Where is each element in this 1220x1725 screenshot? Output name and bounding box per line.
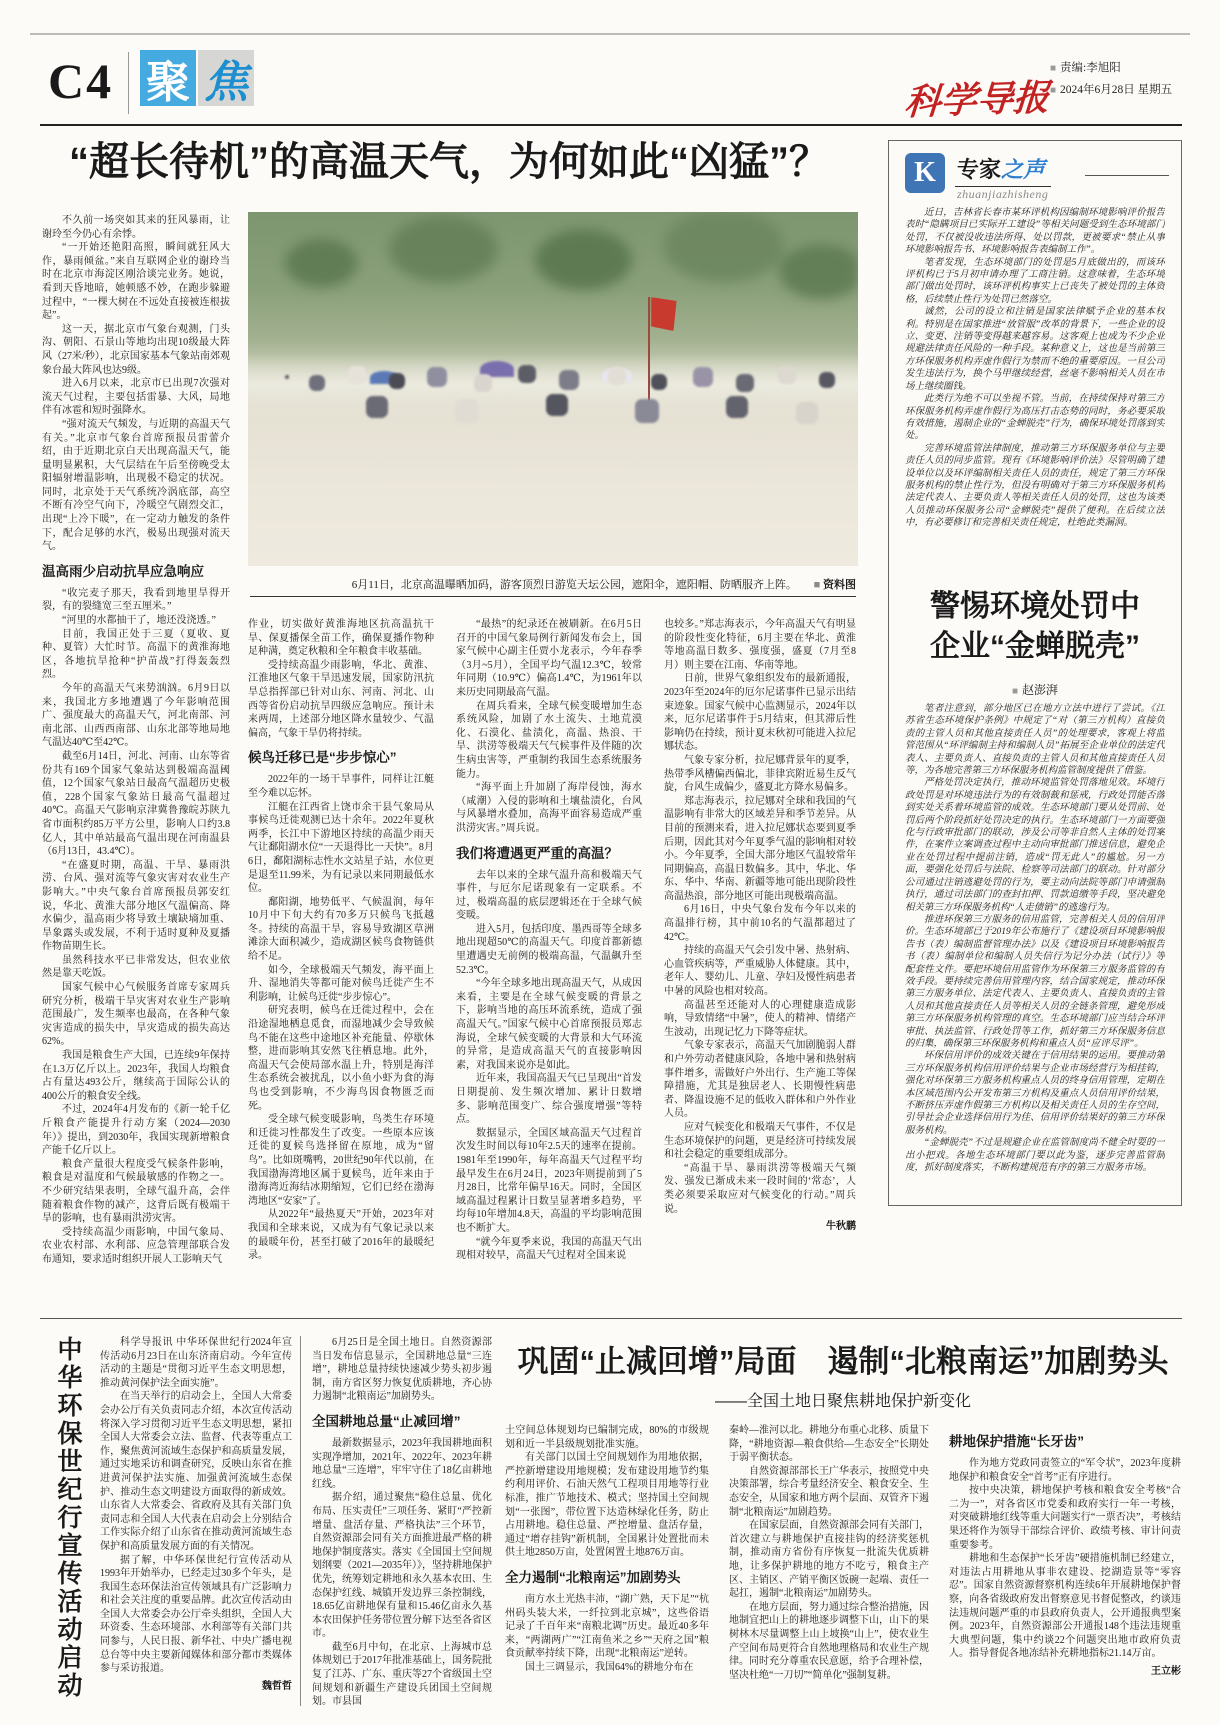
section-heading: 温高雨少启动抗旱应急响应 [42, 563, 204, 579]
paragraph: 笔者注意到，部分地区已在地方立法中进行了尝试。《江苏省生态环境保护条例》中规定了“对（第三方机构）直接负责的主管人员和其他直接责任人员”的处理要求，客观上将监管范围从“环评编制主持和编制人员”拓展至企业单位的法定代表人、主要负责人、直接负责的主管人员和其他直接责任人员等，为各地完善第三方环保服务机构监管制度提供了借鉴。 [905, 704, 1165, 777]
paragraph: 受持续高温少雨影响，华北、黄淮、江淮地区气象干旱迅速发展，国家防汛抗旱总指挥部已针对山东、河南、河北、山西等省份启动抗旱四级应急响应。预计未来两周，上述部分地区降水量较少、气温偏高，气象干旱仍将持续。 [248, 659, 434, 739]
caption-text: 6月11日，北京高温曝晒加码，游客顶烈日游览天坛公园，遮阳伞，遮阳帽、防晒服齐上阵。 [351, 579, 797, 591]
paragraph: 今年的高温天气来势汹汹。6月9日以来，我国北方多地遭遇了今年影响范围广、强度最大的高温天气，河北南部、河南北部、山西西南部、山东北部等地局地气温达40℃至42℃。 [42, 683, 230, 749]
bullet-square-icon: ■ [813, 579, 821, 591]
paragraph: “河里的水都抽干了，地还没浇透。” [62, 615, 216, 627]
paragraph: 笔者发现，生态环境部门的处罚是5月底做出的，而该环评机构已于5月初申请办理了工商注销。这意味着，生态环境部门做出处罚时，该环评机构事实上已丧失了被处罚的主体资格，后续禁止性行为处罚已然落空。 [905, 257, 1165, 305]
paragraph: “高温干旱、暴雨洪涝等极端天气频发、强发已渐成未来一段时间的‘常态’，人类必须要采取应对气候变化的行动。”周兵说。 [664, 1162, 856, 1215]
section-heading: 全国耕地总量“止减回增” [312, 1413, 461, 1429]
huanbao-divider [300, 1336, 301, 1706]
gengdi-col3 [729, 1424, 929, 1710]
gengdi-headline: 巩固“止减回增”局面 遏制“北粮南运”加剧势头 [517, 1344, 1169, 1379]
paragraph-continued: 土空间总体规划均已编制完成，80%的市级规划和近一半县级规划批准实施。 [505, 1425, 709, 1450]
photo-crowd [285, 375, 289, 379]
paragraph: 受持续高温少雨影响，中国气象局、农业农村部、水利部、应急管理部联合发布通知，要求适时组织开展人工影响天气 [42, 1226, 230, 1265]
paragraph: “在盛夏时期，高温、干旱、暴雨洪涝、台风、强对流等气象灾害对农业生产影响大。”中央气象台首席预报员郭安红说，华北、黄淮大部分地区气温偏高、降水偏少，温高雨少将导致土壤缺墒加重、旱象露头或发展，不利于适时夏种及夏播作物苗期生长。 [42, 859, 230, 953]
paragraph: 不过，2024年4月发布的《新一轮千亿斤粮食产能提升行动方案（2024—2030年）》提出，到2030年，我国实现新增粮食产能千亿斤以上。 [42, 1104, 230, 1157]
paragraph: 2022年的一场干旱事件，同样让江艇至今难以忘怀。 [248, 774, 434, 799]
paragraph: 气象专家分析，拉尼娜背景年的夏季，热带季风槽偏西偏北，菲律宾附近易生反气旋，台风生成偏少，盛夏北方降水易偏多。 [664, 754, 856, 794]
main-headline: “超长待机”的高温天气，为何如此“凶猛”？ [69, 140, 829, 184]
paragraph: 进入6月以来，北京市已出现7次强对流天气过程，主要包括雷暴、大风，局地伴有冰雹和短时强降水。 [42, 378, 230, 417]
editor-line [1050, 58, 1121, 79]
header-rule [40, 124, 1182, 126]
paragraph: “海平面上升加剧了海岸侵蚀，海水（咸潮）入侵的影响和土壤盐渍化，台风与风暴增水叠加，高海平面容易造成严重洪涝灾害。”周兵说。 [456, 782, 642, 834]
paragraph: 数据显示，全国区域高温天气过程首次发生时间以每10年2.5天的速率在提前。1981年至1990年，每年高温天气过程平均最早发生在6月24日，2023年则提前到了5月28日，比常年偏早16天。同时，全国区域高温过程累计日数呈显著增多趋势，平均每10年增加4.8天，高温的平均影响范围也不断扩大。 [456, 1127, 642, 1234]
paragraph-continued: 也较多。”郑志海表示，今年高温天气有明显的阶段性变化特征，6月主要在华北、黄淮等地高温日数多、强度强，盛夏（7月至8月）则主要在江南、华南等地。 [664, 619, 856, 671]
paragraph: 江艇在江西省上饶市余干县气象局从事候鸟迁徙观测已达十余年。2022年夏秋两季，长江中下游地区持续的高温少雨天气让鄱阳湖水位“一天退得比一天快”。8月6日，鄱阳湖标志性水文站星子站，水位更是退至11.99米，为有记录以来同期最低水位。 [248, 801, 434, 895]
expert-voice-box [888, 140, 1182, 1206]
top-rule [30, 33, 1190, 35]
main-article-col1 [42, 214, 230, 1308]
bullet-square-icon: ■ [1050, 63, 1057, 74]
paragraph: 如今，全球极端天气频发，海平面上升、湿地消失等都可能对候鸟迁徙产生不利影响，让候鸟迁徙“步步惊心”。 [248, 964, 434, 1003]
photo-caption [250, 576, 856, 597]
paragraph: “最热”的纪录还在被刷新。在6月5日召开的中国气象局例行新闻发布会上，国家气候中心副主任贾小龙表示，今年春季（3月~5月），全国平均气温12.3℃，较常年同期（10.9℃）偏高1.4℃，为1961年以来历史同期最高气温。 [456, 619, 642, 698]
paragraph: 国土三调显示，我国64%的耕地分布在 [525, 1661, 694, 1673]
paragraph: “强对流天气频发，与近期的高温天气有关。”北京市气象台首席预报员雷蕾介绍，由于近期北京白天出现高温天气，能量明显累积，大气层结在午后至傍晚受太阳辐射增温影响，出现极不稳定的状况。同时，北京处于天气系统冷涡底部，高空不断有冷空气向下，冷暖空气剧烈交汇，出现“上冷下暖”，在一定动力触发的条件下，配合足够的水汽，极易出现强对流天气。 [42, 418, 230, 553]
expert-byline: ■ 赵澎湃 [1011, 683, 1059, 697]
paragraph: “就今年夏季来说，我国的高温天气出现相对较早，高温天气过程对全国来说 [456, 1236, 642, 1262]
paragraph: 在地方层面，努力通过综合整治措施，因地制宜把山上的耕地逐步调整下山，山下的果树林木尽量调整上山上坡换“山上”，使农业生产空间布局更符合自然地理格局和农业生产规律。同时充分尊重农民意愿，给予合理补偿，坚决杜绝“一刀切”“简单化”强制复耕。 [729, 1601, 929, 1681]
gengdi-subhead: ——全国土地日聚焦耕地保护新变化 [714, 1393, 971, 1410]
issue-date: 2024年6月28日 星期五 [1060, 84, 1173, 96]
paragraph: 气象专家表示，高温天气加剧脆弱人群和户外劳动者健康风险，各地中暑和热射病事件增多，需做好户外出行、生产施工等保障措施，尤其是独居老人、长期慢性病患者、降温设施不足的低收入群体和户外作业人员。 [664, 1040, 856, 1120]
paragraph: 粮食产量很大程度受气候条件影响，粮食是对温度和气候最敏感的作物之一。不少研究结果表明，全球气温升高，会伴随着粮食作物的减产，这背后既有极端干旱的影响，也有暴雨洪涝灾害。 [42, 1158, 230, 1225]
paragraph: 有关部门以国土空间规划作为用地依据，严控新增建设用地规模；发布建设用地节约集约利用评价、石油天然气工程项目用地等行业标准，推广节地技术、模式；坚持国土空间规划“一张图”，带位置下达造林绿化任务，防止占用耕地。稳住总量、严控增量、盘活存量，通过“增存挂钩”新机制，全国累计处置批而未供土地2850万亩，处置闲置土地876万亩。 [505, 1452, 709, 1559]
paragraph: 推进环保第三方服务的信用监管，完善相关人员的信用评价。生态环境部已于2019年公布施行了《建设项目环境影响报告书（表）编制监督管理办法》以及《建设项目环境影响报告书（表）编制单位和编制人员失信行为记分办法（试行）》等配套性文件。要把环境信用监管作为环保第三方服务监管的有效手段。要持续完善信用管理内容，结合国家规定，推动环保第三方服务单位、法定代表人、主要负责人、直接负责的主管人员和其他直接责任人员等相关人员的全链条管理，避免形成第三方环保服务机构管理的真空。生态环境部门应当结合环评审批、执法监管、行政处罚等工作，抓好第三方环保服务信息的归集，确保第三环保服务机构和重点人员“应评尽评”。 [905, 914, 1165, 1049]
paragraph: 此类行为绝不可以坐视不管。当前，在持续保持对第三方环保服务机构弄虚作假行为高压打击态势的同时，务必要采取有效措施，遏制企业的“金蝉脱壳”行为，确保环境处罚落到实处。 [905, 394, 1165, 442]
editor-name: 责编:李旭阳 [1060, 62, 1121, 74]
paragraph: 近日，吉林省长春市某环评机构因编制环境影响评价报告表时“隐瞒项目已实际开工建设”等相关问题受到生态环境部门处罚，不仅被没收违法所得、处以罚款，更被要求“禁止从事环境影响报告书、环境影响报告表编制工作”。 [905, 208, 1165, 256]
paragraph: 这一天，据北京市气象台观测，门头沟、朝阳、石景山等地均出现10级最大阵风（27米/秒），北京国家基本气象站南郊观象台最大阵风也达9级。 [42, 323, 230, 376]
paragraph: 据了解，中华环保世纪行宣传活动从1993年开始举办，已经走过30多个年头，是我国生态环保法治宣传领域具有广泛影响力和社会关注度的重要品牌。此次宣传活动由全国人大常委会办公厅牵头组织，全国人大环资委、生态环境部、水利部等有关部门共同参与，人民日报、新华社、中央广播电视总台等中央主要新闻媒体和部分都市类媒体参与采访报道。 [100, 1554, 292, 1675]
section-heading: 候鸟迁移已是“步步惊心” [248, 750, 397, 766]
paragraph: 进入5月，包括印度、墨西哥等全球多地出现超50℃的高温天气。印度首都新德里遭遇史无前例的极端高温，气温飙升至52.3℃。 [456, 923, 642, 976]
paragraph: 按中央决策，耕地保护考核和粮食安全考核“合二为一”，对各省区市党委和政府实行一年一考核，对突破耕地红线等重大问题实行“一票否决”，考核结果还将作为领导干部综合评价、政绩考核、审计问责重要参考。 [949, 1485, 1181, 1551]
paragraph: 研究表明，候鸟在迁徙过程中，会在沿途湿地栖息觅食，而湿地减少会导致候鸟不能在这些中途地区补充能量、停歇休整，进而影响其安然飞往栖息地。此外，高温天气会使局部水温上升，特别是海洋生态系统会被扰乱，以小鱼小虾为食的海鸟也受到影响，不少海鸟因食物匮乏而死。 [248, 1005, 434, 1112]
paragraph: “收完麦子那天，我看到地里旱得开裂，有的裂缝宽三至五厘米。” [42, 587, 230, 613]
huanbao-vertical-title: 中华环保世纪行宣传活动启动 [54, 1336, 82, 1700]
paragraph: 南方水土光热丰沛，“湖广熟，天下足”“杭州码头装大米，一纤拉到北京城”，这些俗语记录了千百年来“南粮北调”历史。最近40多年来，“两湖两广”“江南鱼米之乡”“天府之国”粮食贡献率持续下降，出现“北粮南运”逆转。 [505, 1593, 709, 1660]
paragraph: 自然资源部部长王广华表示，按照党中央决策部署，综合考量经济安全、粮食安全、生态安全，从国家和地方两个层面、双管齐下遏制“北粮南运”加剧趋势。 [729, 1465, 929, 1518]
paragraph: 诚然，公司的设立和注销是国家法律赋予企业的基本权利。特别是在国家推进“放管服”改革的背景下，一些企业的设立、变更、注销等变得越来越容易。这客观上也成为不少企业规避法律责任风险的一种手段。某种意义上，这也是当前第三方环保服务机构弄虚作假行为禁而不绝的重要原因。一旦公司发生违法行为，换个马甲继续经营，丝毫不影响相关人员在市场上继续圈钱。 [905, 307, 1165, 392]
paragraph: 目前，我国正处于三夏（夏收、夏种、夏管）大忙时节。高温下的黄淮海地区，各地抗旱抢种“护苗战”打得轰轰烈烈。 [42, 628, 230, 681]
paragraph: “一开始还艳阳高照，瞬间就狂风大作，暴雨倾盆。”来自互联网企业的谢玲当时在北京市海淀区刚洽谈完业务。她说，看到天昏地暗，她顿感不妙，在跑步躲避过程中，“一棵大树在不远处直接被连根拔起”。 [42, 242, 230, 322]
paragraph: 近年来，我国高温天气已呈现出“首发日期提前、发生频次增加、累计日数增多、影响范围变广、综合强度增强”等特点。 [456, 1073, 642, 1126]
umbrella-icon [480, 361, 514, 377]
paragraph: 虽然科技水平已非常发达，但农业依然是靠天吃饭。 [42, 954, 230, 980]
paragraph: “金蝉脱壳”不过是规避企业在监管制度尚不健全时耍的一出小把戏。各地生态环境部门要以此为鉴，逐步完善监管制度，抓好制度落实，不断构建规范有序的第三方服务市场。 [905, 1138, 1165, 1174]
paragraph: 我国是粮食生产大国，已连续9年保持在1.3万亿斤以上。2023年，我国人均粮食占有量达493公斤，继续高于国际公认的400公斤的粮食安全线。 [42, 1050, 230, 1102]
main-article-col3 [456, 618, 642, 1312]
paragraph: 高温甚至还能对人的心理健康造成影响，导致情绪“中暑”，使人的精神、情绪产生波动，出现记忆力下降等症状。 [664, 999, 856, 1038]
section-logo-char2: 焦 [198, 50, 254, 106]
photo-red-flag [651, 297, 677, 331]
paragraph: 在国家层面，自然资源部会同有关部门，首次建立与耕地保护直接挂钩的经济奖惩机制，推动南方省份有序恢复一批流失优质耕地，让多保护耕地的地方不吃亏，粮食主产区、主销区、产销平衡区饭碗一起端、责任一起扛，遏制“北粮南运”加剧势头。 [729, 1520, 929, 1600]
date-line [1050, 80, 1172, 101]
paragraph: 鄱阳湖，地势低平、气候温润，每年10月中下旬大约有70多万只候鸟飞抵越冬。持续的高温干旱，容易导致湖区草洲滩涂大面积减少，造成湖区候鸟食物链供给不足。 [248, 896, 434, 963]
photo-haze [248, 354, 858, 418]
masthead: 科学导报 [903, 76, 1051, 124]
paragraph-continued: 作业，切实做好黄淮海地区抗高温抗干旱、保夏播保全苗工作，确保夏播作物种足种满，奠定秋粮和全年粮食丰收基础。 [248, 619, 434, 658]
paragraph: 作为地方党政同责签立的“军令状”，2023年度耕地保护和粮食安全“首考”正有序进行。 [949, 1458, 1181, 1483]
paragraph: 截至6月中旬，在北京、上海城市总体规划已于2017年批准基础上，国务院批复了江苏、广东、重庆等27个省级国土空间规划和新疆生产建设兵团国土空间规划。市县国 [312, 1641, 492, 1708]
section-heading: 全力遏制“北粮南运”加剧势头 [505, 1569, 681, 1585]
page-number: C4 [48, 53, 114, 109]
paragraph: 6月25日是全国土地日。自然资源部当日发布信息显示，全国耕地总量“三连增”，耕地总量持续快速减少势头初步遏制，南方省区努力恢复优质耕地，齐心协力遏制“北粮南运”加剧势头。 [312, 1337, 492, 1403]
expert-headline-line1: 警惕环境处罚中 [930, 590, 1140, 623]
gengdi-col1 [312, 1336, 492, 1710]
byline: 魏哲哲 [262, 1680, 292, 1692]
expert-essay-bottom [905, 703, 1165, 1191]
byline: 牛秋鹏 [826, 1221, 856, 1233]
paragraph: 在当天举行的启动会上，全国人大常委会办公厅有关负责同志介绍，本次宣传活动将深入学习贯彻习近平生态文明思想，紧扣全国人大常委会立法、监督、代表等重点工作，聚焦黄河流域生态保护和高质量发展，通过实地采访和调查研究，反映山东省在推进黄河保护法实施、加强黄河流域生态保护、推动生态文明建设方面取得的新成效。山东省人大常委会、省政府及其有关部门负责同志和全国人大代表在启动会上分别结合工作实际介绍了山东省在推动黄河流域生态保护和高质量发展方面的有关情况。 [100, 1391, 292, 1552]
paragraph: 科学导报讯 中华环保世纪行2024年宣传活动6月23日在山东济南启动。今年宣传活动的主题是“贯彻习近平生态文明思想，推动黄河保护法全面实施”。 [100, 1337, 292, 1389]
paragraph: 去年以来的全球气温升高和极端天气事件，与厄尔尼诺现象有一定联系。不过，极端高温的底层逻辑还在于全球气候变暖。 [456, 869, 642, 922]
byline: 王立彬 [1151, 1665, 1181, 1677]
section-logo-char1: 聚 [140, 50, 196, 106]
paragraph: 在周兵看来，全球气候变暖增加生态系统风险，加剧了水土流失、土地荒漠化、石漠化、盐渍化，高温、热浪、干旱、洪涝等极端天气气候事件及伴随的次生病虫害等，严重制约我国生态系统服务能力。 [456, 700, 642, 780]
main-article-col4 [664, 618, 856, 1312]
expert-brand [905, 153, 1051, 202]
news-photo [248, 212, 858, 566]
photo-flagpole [648, 297, 650, 417]
paragraph: 耕地和生态保护“长牙齿”硬措施机制已经建立，对违法占用耕地从事非农建设、挖湖造景等“零容忍”。国家自然资源督察机构连续6年开展耕地保护督察，向各省级政府发出督察意见书督促整改，约谈违法违规问题严重的市县政府负责人，公开通报典型案例。2023年，自然资源部公开通报148个违法违规重大典型问题，集中约谈22个问题突出地市政府负责人。指导督促各地冻结补充耕地指标21.14万亩。 [949, 1553, 1181, 1660]
umbrella-icon [602, 368, 632, 382]
section-heading: 耕地保护措施“长牙齿” [949, 1434, 1084, 1449]
paragraph: 据介绍，通过聚焦“稳住总量、优化布局、压实责任”三项任务、紧盯“严控新增量、盘活存量、严格执法”三个环节，自然资源部会同有关方面推进最严格的耕地保护制度落实。落实《全国国土空间规划纲要（2021—2035年）》，坚持耕地保护优先，统筹划定耕地和永久基本农田、生态保护红线、城镇开发边界三条控制线，18.65亿亩耕地保有量和15.46亿亩永久基本农田保护任务带位置分解下达至各省区市。 [312, 1492, 492, 1640]
expert-brand-title: 专家之声 [955, 153, 1051, 187]
paragraph: 从2022年“最热夏天”开始，2023年对我国和全球来说，又成为有气象记录以来的最暖年份，甚至打破了2016年的最暖纪录。 [248, 1209, 434, 1262]
paragraph: 受全球气候变暖影响，鸟类生存环境和迁徙习性都发生了改变。一些原本应该迁徙的夏候鸟选择留在原地，成为“留鸟”。比如斑嘴鸭，20世纪90年代以前，在我国渤海湾地区属于夏候鸟，近年来由于渤海湾近海结冰期缩短，它们已经在渤海湾地区“安家”了。 [248, 1114, 434, 1207]
expert-essay-top [905, 207, 1165, 575]
paragraph: 应对气候变化和极端天气事件，不仅是生态环境保护的问题，更是经济可持续发展和社会稳定的重要组成部分。 [664, 1121, 856, 1161]
umbrella-icon [370, 371, 398, 384]
paragraph: 国家气候中心气候服务首席专家周兵研究分析，极端干旱灾害对农业生产影响范围最广，发生频率也最高，在各种气象灾害造成的损失中，旱灾造成的损失高达62%。 [42, 982, 230, 1048]
expert-headline-line2: 企业“金蝉脱壳” [930, 630, 1140, 663]
gengdi-col2 [505, 1424, 709, 1710]
photo-credit: ■ 资料图 [813, 579, 856, 591]
expert-brand-pinyin: zhuanjiazhisheng [957, 187, 1049, 201]
expert-headline [899, 587, 1171, 667]
paragraph: 日前，世界气象组织发布的最新通报，2023年至2024年的厄尔尼诺事件已显示出结束迹象。国家气候中心监测显示，2024年以来，厄尔尼诺事件于5月结束，但其滞后性影响仍在持续，预计夏末秋初可能进入拉尼娜状态。 [664, 673, 856, 753]
gengdi-col4 [949, 1424, 1181, 1710]
paragraph: 6月16日，中央气象台发布今年以来的高温排行榜，其中前10名的气温都超过了42℃。 [664, 904, 856, 943]
bullet-square-icon: ■ [1011, 686, 1019, 697]
section-heading: 我们将遭遇更严重的高温？ [456, 845, 618, 861]
paragraph: 截至6月14日，河北、河南、山东等省份共有169个国家气象站达到极端高温阈值，12个国家气象站日最高气温超历史极值，228个国家气象站日最高气温超过40℃。高温天气影响京津冀鲁豫皖苏陕九省市面积约85万平方公里，影响人口约3.8亿人，其中单站最高气温出现在河南温县（6月13日，43.4℃）。 [42, 750, 230, 858]
paragraph: 最新数据显示，2023年我国耕地面积实现净增加，2021年、2022年、2023年耕地总量“三连增”，牢牢守住了18亿亩耕地红线。 [312, 1437, 492, 1490]
paragraph: “今年全球多地出现高温天气，从成因来看，主要是在全球气候变暖的背景之下，影响当地的高压环流系统，造成了强高温天气。”国家气候中心首席预报员郑志海说，全球气候变暖的大背景和大气环流的异常，是造成高温天气的直接影响因素，对我国来说亦是如此。 [456, 978, 642, 1071]
paragraph: 环保信用评价的成效关键在于信用结果的运用。要推动第三方环保服务机构信用评价结果与企业市场经营行为相挂钩，强化对环保第三方服务机构重点人员的终身信用管理，定期在本区域范围内公开发布第三方机构及重点人员信用评价结果，不断挤压弄虚作假第三方机构以及相关责任人员的生存空间，引导社会企业选择信用行为佳、信用评价结果好的第三方环保服务机构。 [905, 1051, 1165, 1136]
paragraph-continued: 秦岭—淮河以北。耕地分布重心北移、质量下降，“耕地资源—粮食供给—生态安全”长期处于弱平衡状态。 [729, 1425, 929, 1464]
paragraph: 持续的高温天气会引发中暑、热射病、心血管疾病等，严重威胁人体健康。其中，老年人、婴幼儿、儿童、孕妇及慢性病患者中暑的风险也相对较高。 [664, 945, 856, 998]
paragraph: 郑志海表示，拉尼娜对全球和我国的气温影响有非常大的区域差异和季节差异。从目前的预测来看，进入拉尼娜状态要到夏季后期，因此其对今年夏季气温的影响相对较小。今年夏季，全国大部分地区气温较常年同期偏高，高温日数偏多。其中，华北、华东、华中、华南、新疆等地可能出现阶段性高温热浪，部分地区可能出现极端高温。 [664, 795, 856, 902]
brand-rule [1085, 175, 1169, 176]
k-logo-icon: K [905, 153, 945, 193]
paragraph: 完善环境监管法律制度，推动第三方环保服务单位与主要责任人员的同步监管。现有《环境影响评价法》尽管明确了建设单位以及环评编制相关责任人员的责任，规定了第三方环保服务机构的禁止性行为，但没有明确对于第三方环保服务机构法定代表人、主要负责人等相关责任人员的处罚，这也为该类人员推动环保服务公司“金蝉脱壳”提供了便利。在后续立法中，有必要修订和完善相关责任规定，杜绝此类漏洞。 [905, 443, 1165, 529]
header-divider [128, 52, 129, 114]
paragraph: 不久前一场突如其来的狂风暴雨，让谢玲至今仍心有余悸。 [42, 215, 230, 240]
huanbao-column [100, 1336, 292, 1708]
bottom-strip-rule [40, 1318, 1182, 1319]
bullet-square-icon: ■ [1050, 85, 1057, 96]
main-article-col2 [248, 618, 434, 1312]
paragraph: 严格处罚决定执行，推动环境监管处罚落地见效。环境行政处罚是对环境违法行为的有效制裁和惩戒，行政处罚能否落到实处关系着环境监管的成效。生态环境部门要从处罚前、处罚后两个阶段抓好处罚决定的执行。生态环境部门一方面要强化与行政审批部门的联动，涉及公司等非自然人主体的处罚案件，在案件立案调查过程中主动向审批部门推送信息，避免企业在处罚过程中提前注销，造成“罚无此人”的尴尬。另一方面，要强化处罚后与法院、检察等司法部门的联动。针对部分公司通过注销逃避处罚的行为，要主动向法院等部门申请强制执行，通过司法部门的查封扣押、罚款追缴等手段，坚决避免相关第三方环保服务机构“人走债销”的逃逸行为。 [905, 778, 1165, 913]
